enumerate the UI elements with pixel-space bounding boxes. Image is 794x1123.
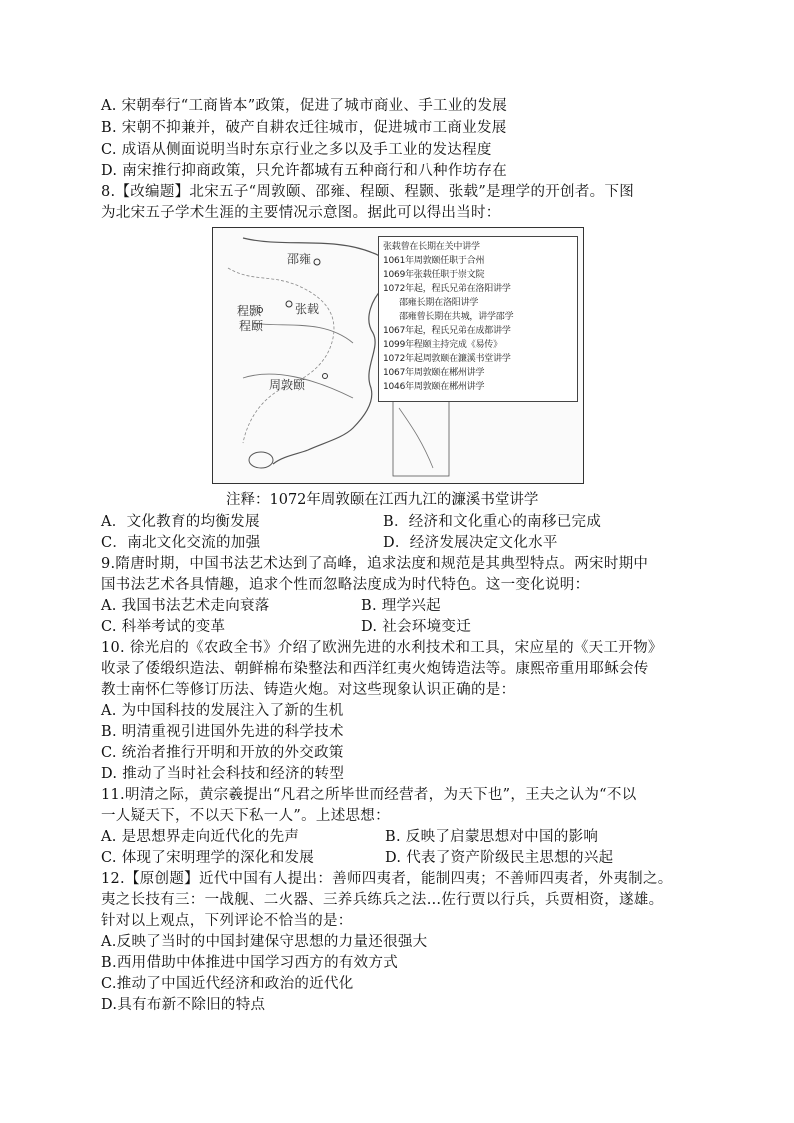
q10-stem-line2: 收录了倭缎织造法、朝鲜棉布染整法和西洋红夷火炮铸造法等。康熙帝重用耶稣会传 <box>101 661 649 677</box>
q10-option-c: C. 统治者推行开明和开放的外交政策 <box>101 745 344 761</box>
q8-option-c: C．南北文化交流的加强 <box>101 535 261 551</box>
song-scholars-map <box>212 227 584 484</box>
q9-stem-line2: 国书法艺术各具情趣，追求个性而忽略法度成为时代特色。这一变化说明： <box>101 577 590 593</box>
q9-option-a: A. 我国书法艺术走向衰落 <box>101 598 270 614</box>
legend-entry: 1067年周敦颐在郴州讲学 <box>383 368 485 378</box>
q11-stem-line1: 11.明清之际，黄宗羲提出“凡君之所毕世而经营者，为天下也”，王夫之认为“不以 <box>101 787 637 803</box>
legend-entry: 1072年起周敦颐在濂溪书堂讲学 <box>383 354 511 364</box>
q11-option-a: A. 是思想界走向近代化的先声 <box>101 829 300 845</box>
legend-entry: 邵雍长期在洛阳讲学 <box>399 298 479 308</box>
q12-stem-line2: 夷之长技有三：一战舰、二火器、三养兵练兵之法…佐行贾以行兵，兵贾相资，遂雄。 <box>101 892 664 908</box>
q9-stem-line1: 9.隋唐时期，中国书法艺术达到了高峰，追求法度和规范是其典型特点。两宋时期中 <box>101 556 649 572</box>
q12-option-b: B.西用借助中体推进中国学习西方的有效方式 <box>101 955 399 971</box>
legend-entry: 1046年周敦颐在郴州讲学 <box>383 382 485 392</box>
q8-option-b: B．经济和文化重心的南移已完成 <box>383 514 602 530</box>
q11-option-b: B. 反映了启蒙思想对中国的影响 <box>385 829 599 845</box>
q10-stem-line3: 教士南怀仁等修订历法、铸造火炮。对这些现象认识正确的是： <box>101 682 516 698</box>
legend-entry: 1099年程颐主持完成《易传》 <box>383 340 502 350</box>
q10-option-b: B. 明清重视引进国外先进的科学技术 <box>101 724 344 740</box>
q7-option-a: A. 宋朝奉行“工商皆本”政策，促进了城市商业、手工业的发展 <box>101 98 508 114</box>
map-caption: 注释：1072年周敦颐在江西九江的濂溪书堂讲学 <box>226 492 539 508</box>
legend-entry: 1069年张载任职于崇文院 <box>383 270 485 280</box>
q11-stem-line2: 一人疑天下，不以天下私一人”。上述思想： <box>101 808 390 824</box>
legend-entry: 1061年周敦颐任职于合州 <box>383 256 485 266</box>
map-label-cheng-hao: 程颢 <box>237 304 262 318</box>
q9-option-d: D. 社会环境变迁 <box>361 619 472 635</box>
q8-option-d: D．经济发展决定文化水平 <box>383 535 558 551</box>
q7-option-c: C. 成语从侧面说明当时东京行业之多以及手工业的发达程度 <box>101 142 492 158</box>
q12-stem-line1: 12.【原创题】近代中国有人提出：善师四夷者，能制四夷；不善师四夷者，外夷制之。 <box>101 871 673 887</box>
q11-option-c: C. 体现了宋明理学的深化和发展 <box>101 850 315 866</box>
q12-stem-line3: 针对以上观点，下列评论不恰当的是： <box>101 913 353 929</box>
q8-option-a: A．文化教育的均衡发展 <box>101 514 260 530</box>
q11-option-d: D. 代表了资产阶级民主思想的兴起 <box>385 850 614 866</box>
legend-entry: 1067年起，程氏兄弟在成都讲学 <box>383 326 511 336</box>
map-legend <box>378 236 578 402</box>
q12-option-c: C.推动了中国近代经济和政治的近代化 <box>101 976 354 992</box>
q7-option-b: B. 宋朝不抑兼并，破产自耕农迁往城市，促进城市工商业发展 <box>101 120 507 136</box>
q9-option-c: C. 科举考试的变革 <box>101 619 226 635</box>
q10-option-a: A. 为中国科技的发展注入了新的生机 <box>101 703 344 719</box>
map-label-cheng-yi: 程颐 <box>239 319 264 333</box>
legend-entry: 1072年起，程氏兄弟在洛阳讲学 <box>383 284 511 294</box>
q8-stem-line2: 为北宋五子学术生涯的主要情况示意图。据此可以得出当时： <box>101 205 501 221</box>
q8-stem-line1: 8.【改编题】北宋五子“周敦颐、邵雍、程颐、程颢、张载”是理学的开创者。下图 <box>101 184 635 200</box>
map-label-zhang-zai: 张载 <box>295 302 320 316</box>
q10-stem-line1: 10. 徐光启的《农政全书》介绍了欧洲先进的水利技术和工具，宋应星的《天工开物》 <box>101 640 663 656</box>
map-label-shao-yong: 邵雍 <box>287 252 312 266</box>
q7-option-d: D. 南宋推行抑商政策，只允许都城有五种商行和八种作坊存在 <box>101 163 508 179</box>
q12-option-a: A.反映了当时的中国封建保守思想的力量还很强大 <box>101 934 428 950</box>
legend-entry: 张载曾在长期在关中讲学 <box>383 242 480 252</box>
legend-entry: 邵雍曾长期在共城，讲学邵学 <box>399 312 514 322</box>
q10-option-d: D. 推动了当时社会科技和经济的转型 <box>101 766 345 782</box>
map-label-zhou-dunyi: 周敦颐 <box>269 378 306 392</box>
q9-option-b: B. 理学兴起 <box>361 598 441 614</box>
q12-option-d: D.具有布新不除旧的特点 <box>101 997 266 1013</box>
